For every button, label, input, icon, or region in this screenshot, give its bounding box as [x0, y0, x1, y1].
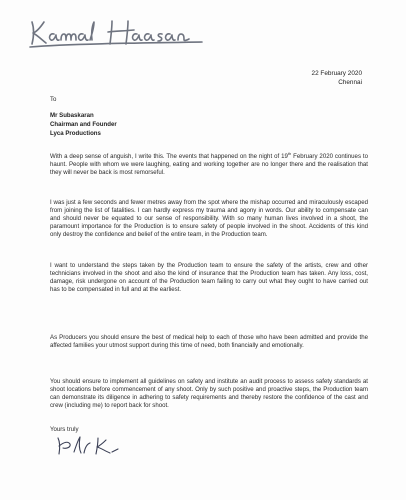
paragraph-1-end: February 2020 continues to haunt. People with whom we were laughing, eating and working together are no longer there and the realisation that they will never be back is most remorseful.	[50, 153, 368, 177]
ordinal-suffix: th	[287, 150, 292, 156]
letter-place: Chennai	[338, 78, 362, 86]
recipient-block	[50, 111, 368, 138]
handwritten-signature	[54, 432, 126, 458]
paragraph-1-start: With a deep sense of anguish, I write this. The events that happened on the night of 19	[50, 153, 288, 160]
paragraph-5: You should ensure to implement all guidelines on safety and institute an audit process to assess safety standards at shoot locations before commencement of any shoot. Only by such positive and proactive steps, the Production team can demonstrate its diligence in adhering to safety requirements and thereby restore the confidence of the cast and crew (including me) to report back for shoot.	[50, 378, 368, 410]
recipient-name: Mr Subaskaran	[50, 112, 94, 119]
letterhead-signature-art	[24, 16, 214, 50]
recipient-company: Lyca Productions	[50, 130, 101, 137]
paragraph-1	[50, 150, 368, 177]
closing-line: Yours truly	[50, 426, 79, 433]
recipient-title: Chairman and Founder	[50, 121, 117, 128]
letterhead-logo	[24, 16, 214, 50]
salutation: To	[50, 96, 57, 103]
paragraph-3: I want to understand the steps taken by the Production team to ensure the safety of the artists, crew and other technicians involved in the shoot and also the kind of insurance that the Production team has taken. Any loss, cost, damage, risk undergone on account of the Production team failing to carry out what they ought to have carried out has to be compensated in full and at the earliest.	[50, 262, 368, 294]
paragraph-2: I was just a few seconds and fewer metres away from the spot where the mishap occurred and miraculously escaped from joining the list of fatalities. I can hardly express my trauma and agony in words. Our ability to compensate can and should never be equated to our sense of responsibility. With so many human lives involved in a shoot, the paramount importance for the Production is to ensure safety of people involved in the shoot. Accidents of this kind only destroy the confidence and belief of the entire team, in the Production team.	[50, 199, 368, 239]
paragraph-4: As Producers you should ensure the best of medical help to each of those who have been admitted and provide the affected families your utmost support during this time of need, both financially and emotionally.	[50, 334, 368, 350]
date-block	[312, 70, 362, 87]
letter-date: 22 February 2020	[311, 70, 362, 77]
signature-art	[54, 432, 126, 458]
